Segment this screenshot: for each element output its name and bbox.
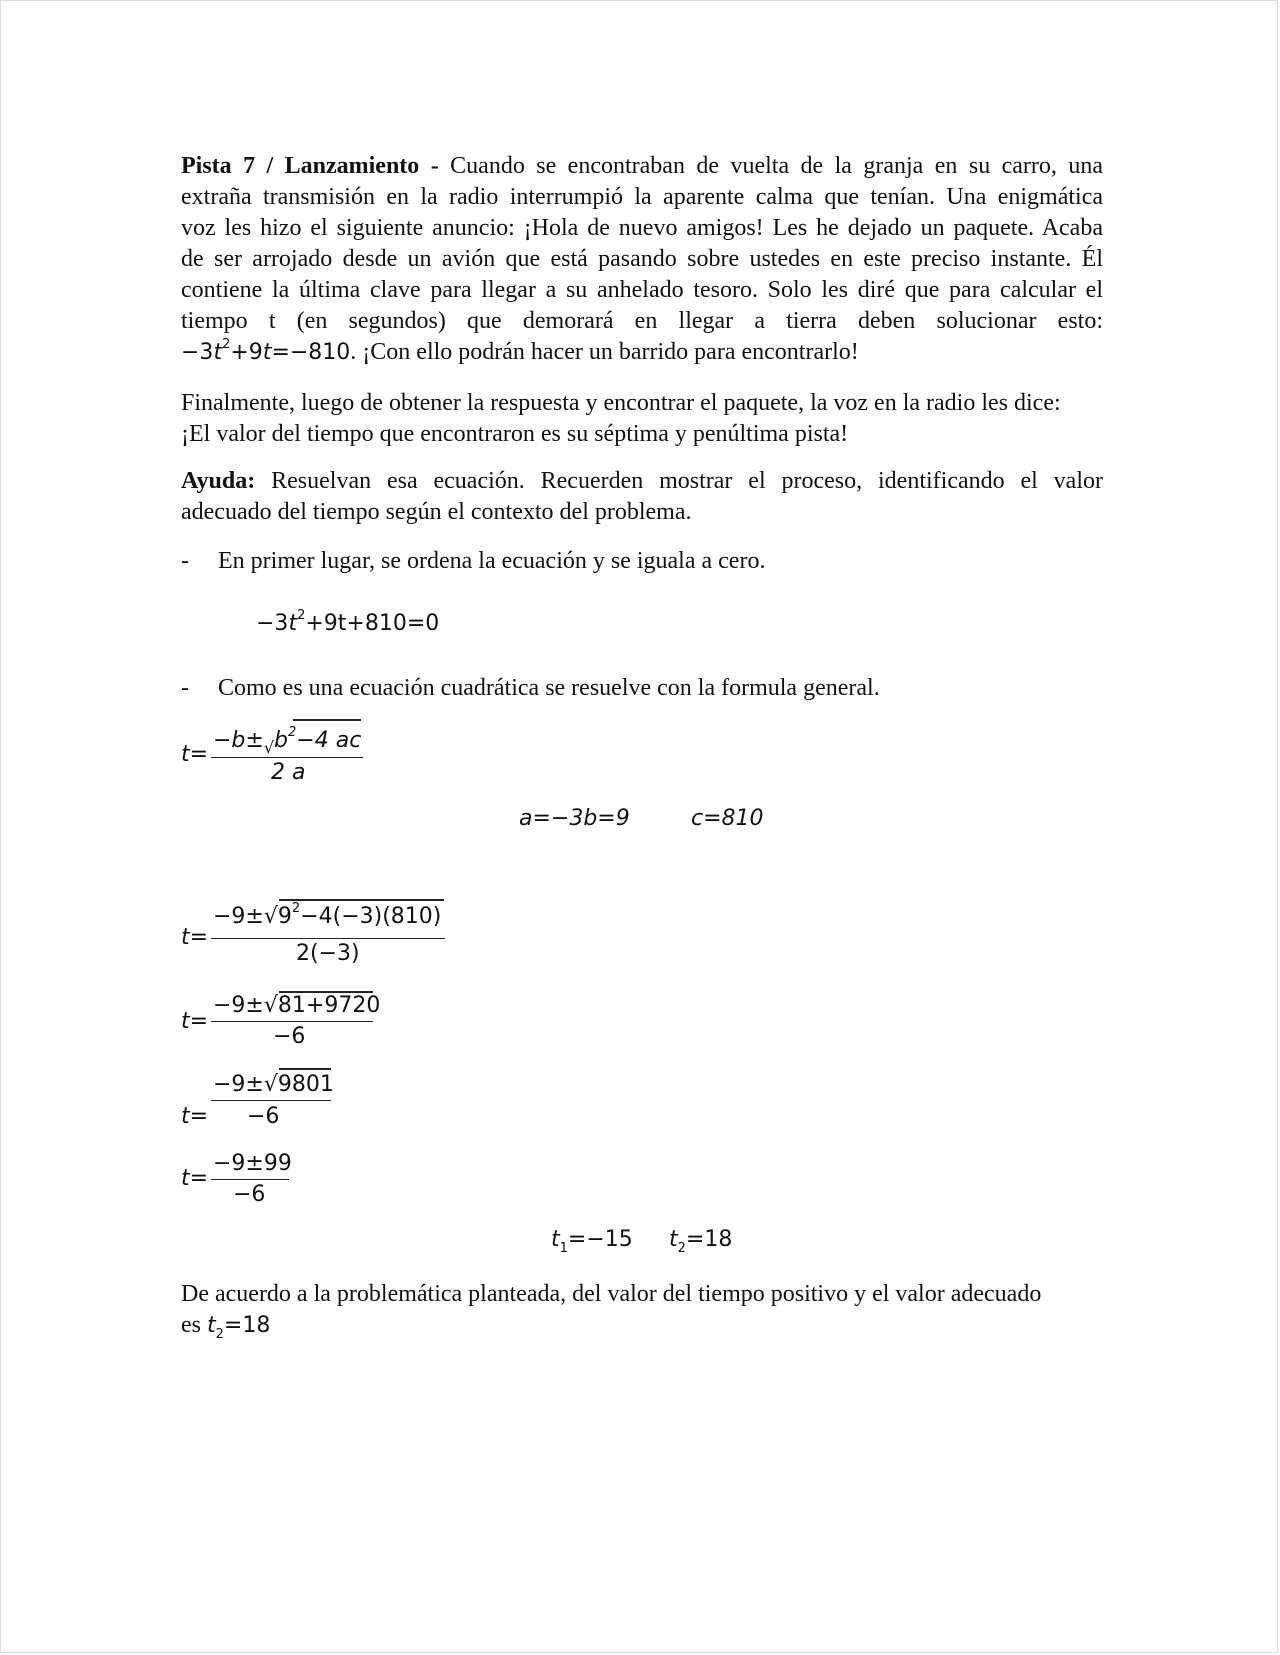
radical-bar [279,899,444,901]
root-t1: $t_1=-15$ [551,1227,633,1256]
problem-title: Pista 7 / Lanzamiento - [181,153,439,179]
step-1-text: En primer lugar, se ordena la ecuación y se iguala a cero. [218,548,766,574]
bullet-dash: - [181,548,189,574]
bullet-dash: - [181,675,189,701]
fraction-bar [211,1100,331,1101]
fraction-bar [211,1021,373,1022]
inline-equation-line: $-3t^2+9t=-810$. ¡Con ello podrán hacer un barrido para encontrarlo! [181,337,859,365]
coefficients-ab: a=−3b=9 [519,806,630,831]
coefficient-c: c=810 [691,806,764,831]
step-2-text: Como es una ecuación cuadrática se resuelve con la formula general. [218,675,880,701]
fraction-bar [211,1179,289,1180]
radical-bar [279,1068,331,1070]
root-t2: $t_2=18$ [669,1227,733,1256]
radical-bar [293,719,361,721]
document-page: Pista 7 / Lanzamiento - Cuando se encontraban de vuelta de la granja en su carro, una extraña transmisión en la radio interrumpió la aparente calma que tenían. Una enigmática voz les hizo el siguiente anuncio: ¡Hola de nuevo amigos! Les he dejado un paquete. Acaba de ser arrojado desde un avión que está pasando sobre ustedes en este preciso instante. Él contiene la última clave para llegar a su anhelado tesoro. Solo les diré que para calcular el tiempo t (en segundos) que demorará en llegar a tierra deben solucionar esto: $-3t^2+9t=-810$. ¡Con ello podrán hacer un barrido para encontrarlo! Finalmente, luego de obtener la respuesta y encontrar el paquete, la voz en la radio les dice: ¡El valor del tiempo que encontraron es su séptima y penúltima pista! Ayuda: Resuelvan esa ecuación. Recuerden mostrar el proceso, identificando el valor adecuado del tiempo según el contexto del problema. - En primer lugar, se ordena la ecuación y se iguala a cero. $-3t^2+9t+810=0$ - Como es una ecuación cuadrática se resuelve con la formula general. t= $-b\pm_√b^2-4$ ac 2 a a=−3b=9 c=810 t= $-9\pm√9^2-4(-3)(810)$ 2(−3) t= −9±√81+9720 −6 t= −9±√9801 −6 t= −9±99 −6 $t_1=-15$ $t_2=18$ De acuerdo a la problemática planteada, del valor del tiempo positivo y el valor adecuado es $t_2=18$ [0,0,1278,1653]
finale-paragraph: Finalmente, luego de obtener la respuesta y encontrar el paquete, la voz en la radio les dice: ¡El valor del tiempo que encontraron es su séptima y penúltima pista! [181,390,1061,447]
fraction-bar [211,757,363,758]
inline-equation: $-3t^2+9t=-810$ [181,337,351,365]
problem-statement: Pista 7 / Lanzamiento - Cuando se encontraban de vuelta de la granja en su carro, una extraña transmisión en la radio interrumpió la aparente calma que tenían. Una enigmática voz les hizo el siguiente anuncio: ¡Hola de nuevo amigos! Les he dejado un paquete. Acaba de ser arrojado desde un avión que está pasando sobre ustedes en este preciso instante. Él contiene la última clave para llegar a su anhelado tesoro. Solo les diré que para calcular el tiempo t (en segundos) que demorará en llegar a tierra deben solucionar esto: $-3t^2+9t=-810$. ¡Con ello podrán hacer un barrido para encontrarlo! [181,151,1103,368]
ordered-equation: $-3t^2+9t+810=0$ [256,608,440,636]
help-label: Ayuda: [181,468,256,494]
help-paragraph: Ayuda: Resuelvan esa ecuación. Recuerden mostrar el proceso, identificando el valor adecuado del tiempo según el contexto del problema. [181,468,1103,525]
conclusion: De acuerdo a la problemática planteada, del valor del tiempo positivo y el valor adecuado es $t_2=18$ [181,1281,1042,1342]
fraction-bar [211,938,445,939]
final-answer: $t_2=18$ [207,1313,271,1342]
